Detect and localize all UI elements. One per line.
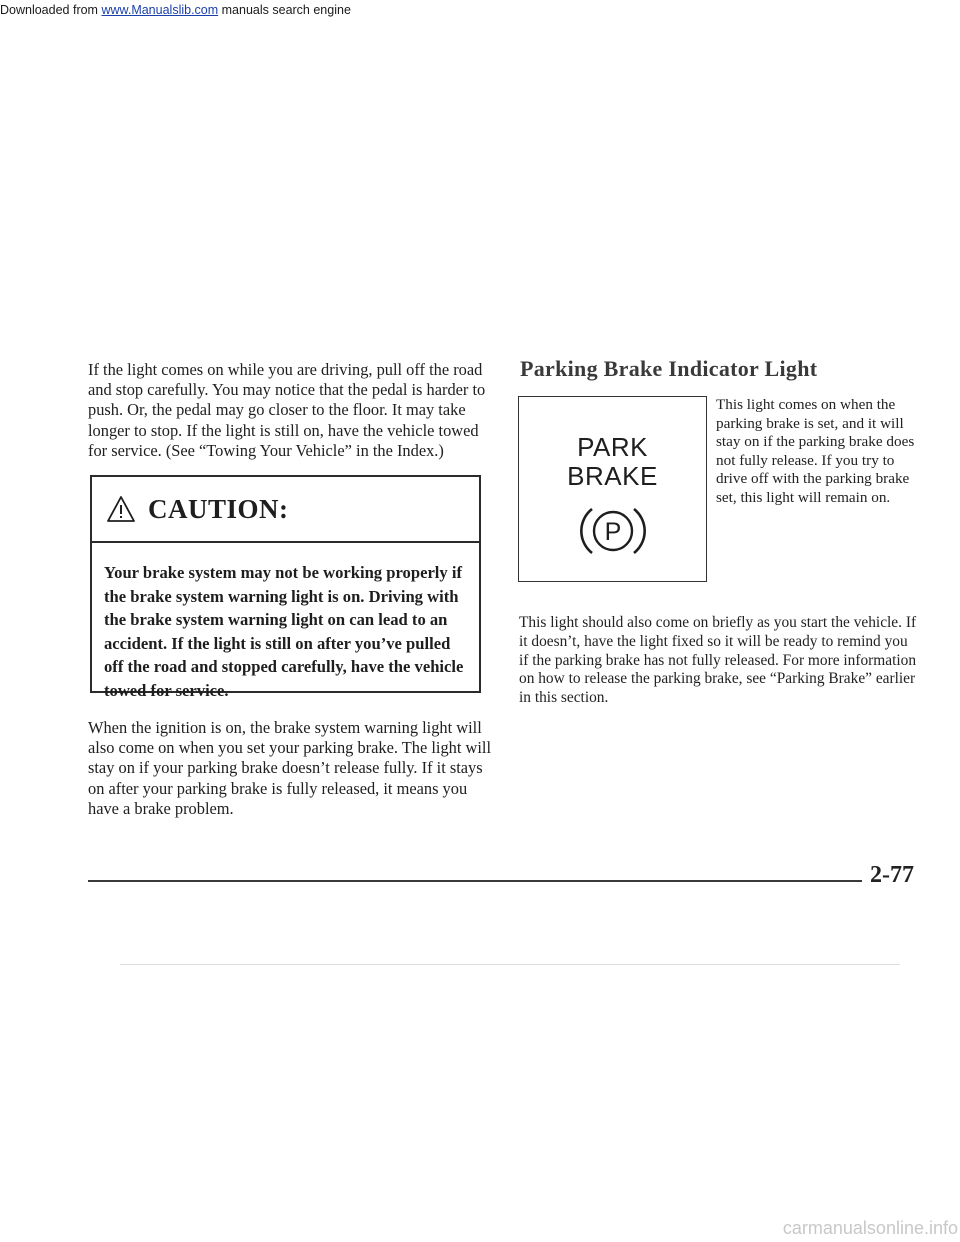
indicator-label-park: PARK: [577, 432, 648, 462]
left-column-bottom: [88, 718, 500, 819]
caution-title: CAUTION:: [148, 493, 289, 524]
indicator-bottom-paragraph: This light should also come on briefly as you start the vehicle. If it doesn’t, have the light fixed so it will be ready to remind you if the parking brake has not fully released. For more information on how to release the parking brake, see “Parking Brake” earlier in this section.: [519, 614, 917, 707]
caution-header: [92, 477, 479, 543]
banner-suffix: manuals search engine: [218, 3, 351, 17]
manualslib-link[interactable]: www.Manualslib.com: [101, 3, 219, 17]
watermark: carmanualsonline.info: [782, 1218, 958, 1238]
page-number: 2-77: [862, 862, 914, 889]
intro-paragraph: If the light comes on while you are driving, pull off the road and stop carefully. You may notice that the pedal is harder to push. Or, the pedal may go closer to the floor. It may take longer to stop. If the light is still on, have the vehicle towed for service. (See “Towing Your Vehicle” in the Index.): [88, 360, 486, 460]
indicator-side-paragraph: This light comes on when the parking brake is set, and it will stay on if the parking brake does not fully release. If you try to drive off with the parking brake set, this light will remain on.: [716, 396, 915, 506]
parking-brake-symbol-letter: P: [604, 518, 621, 546]
indicator-label-brake: BRAKE: [567, 461, 658, 491]
section-heading: Parking Brake Indicator Light: [520, 356, 818, 381]
parking-brake-symbol-icon: [578, 501, 648, 561]
caution-body: Your brake system may not be working properly if the brake system warning light is on. Driving with the brake system warning light on can lead to an accident. If the light is still on after you’ve pulled off the road and stopped carefully, have the vehicle towed for service.: [104, 563, 464, 700]
ignition-paragraph: When the ignition is on, the brake system warning light will also come on when you set your parking brake. The light will stay on if your parking brake doesn’t release fully. If it stays on after your parking brake is fully released, it means you have a brake problem.: [88, 718, 492, 818]
warning-triangle-icon: [106, 495, 136, 523]
caution-box: [90, 475, 481, 700]
download-banner: [0, 0, 960, 24]
banner-prefix: Downloaded from: [0, 3, 102, 17]
bottom-divider: [120, 964, 900, 965]
park-brake-indicator-box: [518, 396, 707, 582]
footer-rule: [88, 880, 908, 882]
left-column-top: [88, 360, 500, 461]
